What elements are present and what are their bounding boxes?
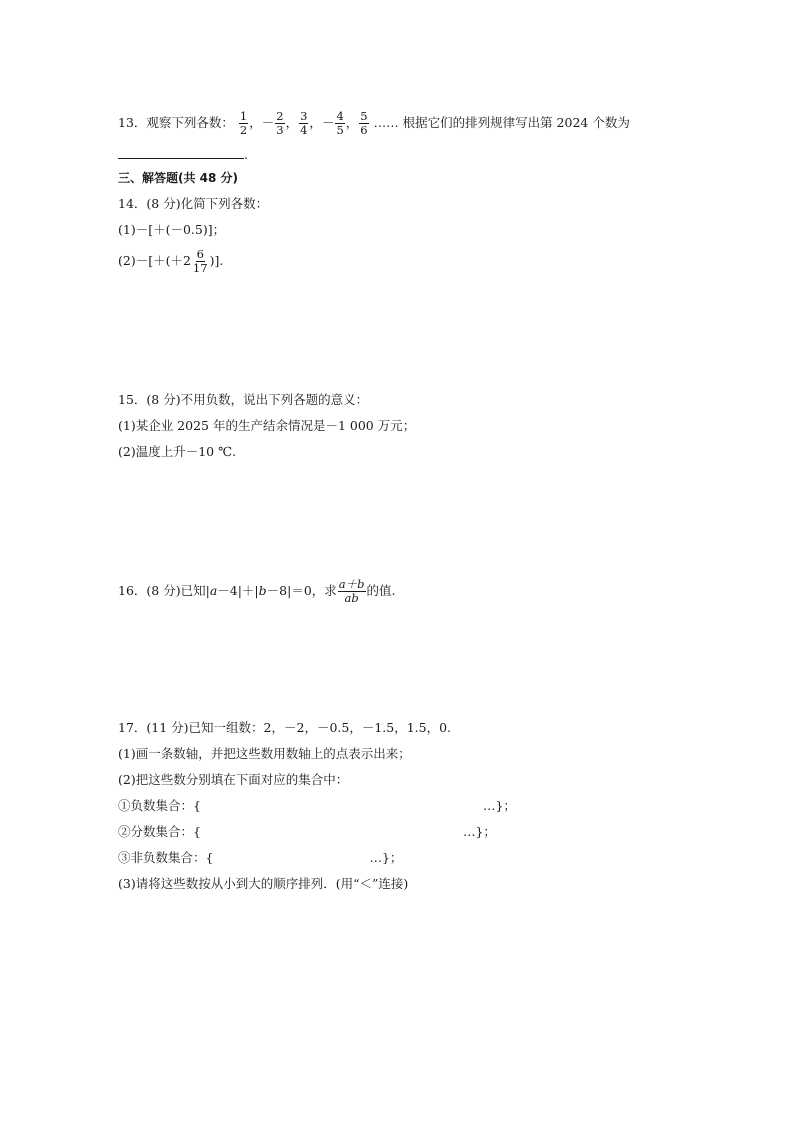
answer-blank: [118, 146, 244, 159]
set1-label: ①负数集合：{: [118, 798, 201, 813]
q16-mid2: －8|＝0，求: [266, 583, 337, 598]
q16-mid1: －4|＋|: [217, 583, 259, 598]
q13-frac-den: 5: [336, 123, 344, 137]
set2-label: ②分数集合：{: [118, 824, 201, 839]
q13-end: .: [244, 147, 248, 162]
q14-frac-den: 17: [192, 261, 208, 275]
q15-part2: (2)温度上升－10 ℃.: [118, 444, 237, 459]
set1-end: …}；: [482, 798, 516, 813]
set3-end: …}；: [369, 850, 403, 865]
q17-set1: [118, 798, 516, 814]
q14-part2: [118, 248, 223, 275]
q14-stem: 14．(8 分)化简下列各数：: [118, 196, 269, 211]
q16-frac-den: ab: [344, 591, 359, 605]
q13-fraction: [299, 110, 308, 137]
q17-stem: 17．(11 分)已知一组数：2，－2，－0.5，－1.5，1.5，0.: [118, 720, 452, 735]
section-title: 三、解答题(共 48 分): [118, 171, 239, 185]
q17-part2: (2)把这些数分别填在下面对应的集合中：: [118, 772, 349, 787]
set3-label: ③非负数集合：{: [118, 850, 214, 865]
q17-part1: (1)画一条数轴，并把这些数用数轴上的点表示出来；: [118, 746, 411, 761]
q13-frac-den: 2: [239, 123, 248, 137]
q14-part2-pre: (2)－[＋(＋2: [118, 253, 191, 268]
q14-fraction: [192, 248, 209, 275]
q13-prefix: 13．观察下列各数：: [118, 115, 234, 130]
q13-fraction: [239, 110, 248, 137]
q15-stem: 15．(8 分)不用负数，说出下列各题的意义：: [118, 392, 369, 407]
q13-fraction: [275, 110, 284, 137]
q14-frac-num: 6: [196, 247, 204, 261]
q16: [118, 578, 396, 605]
q14-part2-post: )].: [209, 253, 224, 268]
q17-set3: [118, 850, 402, 866]
q13-frac-den: 6: [360, 123, 368, 137]
q13-fraction: [335, 110, 344, 137]
q16-var-a: a: [209, 583, 218, 598]
question-13: [118, 110, 630, 137]
q13-separator: ，: [249, 115, 262, 130]
q13-suffix: …… 根据它们的排列规律写出第 2024 个数为: [373, 115, 630, 130]
q13-frac-num: 1: [239, 109, 248, 123]
q13-fraction: [359, 110, 368, 137]
q17-part3: (3)请将这些数按从小到大的顺序排列．(用“＜”连接): [118, 876, 409, 891]
q13-answer-line: [118, 146, 248, 163]
q16-frac-num: a＋b: [338, 577, 365, 591]
q16-fraction: [338, 578, 366, 605]
q13-separator: ，: [309, 115, 322, 130]
q13-frac-den: 4: [300, 123, 308, 137]
q13-frac-num: 3: [300, 109, 308, 123]
q16-post: 的值.: [366, 583, 396, 598]
q16-pre: 16．(8 分)已知|: [118, 583, 210, 598]
q16-var-b: b: [258, 583, 267, 598]
q15-part1: (1)某企业 2025 年的生产结余情况是－1 000 万元；: [118, 418, 416, 433]
q13-separator: ，: [345, 115, 359, 130]
q13-frac-num: 2: [276, 109, 284, 123]
q13-sign: －: [261, 115, 275, 130]
q13-sequence: [238, 109, 370, 137]
q17-set2: [118, 824, 496, 840]
set2-end: …}；: [462, 824, 496, 839]
q13-frac-den: 3: [276, 123, 284, 137]
q14-part1: (1)－[＋(－0.5)]；: [118, 222, 226, 237]
q13-frac-num: 5: [360, 109, 368, 123]
q13-separator: ，: [285, 115, 299, 130]
q13-sign: －: [321, 115, 335, 130]
q13-frac-num: 4: [336, 109, 344, 123]
